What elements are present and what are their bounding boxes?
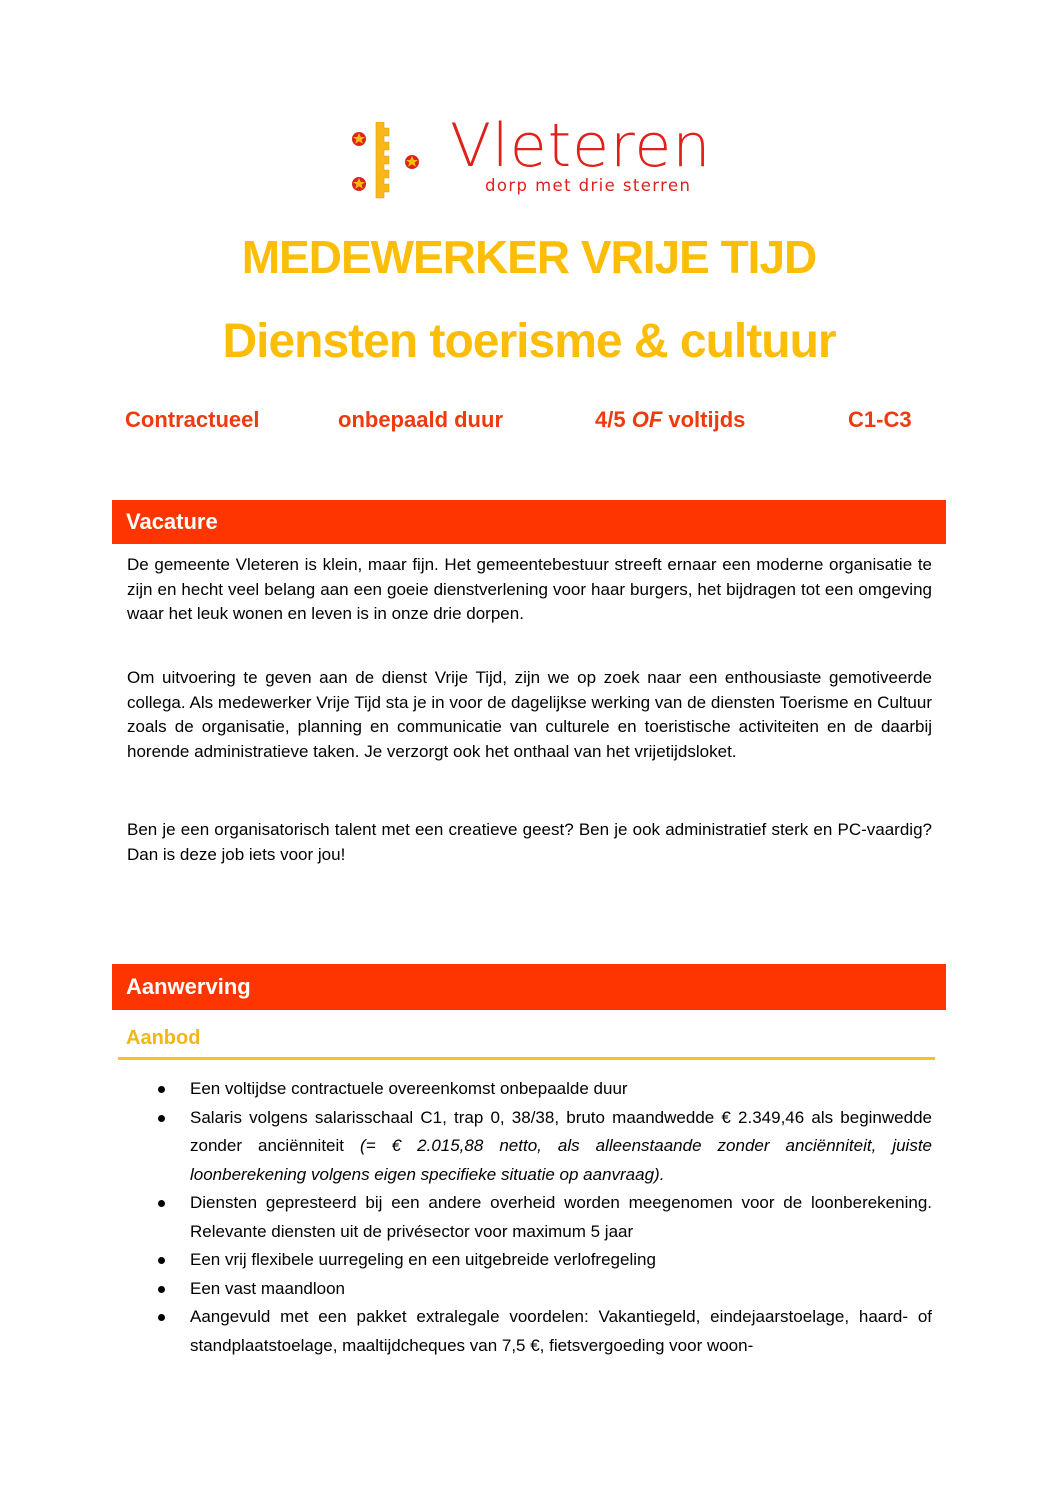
offer-list — [126, 1075, 932, 1360]
work-regime — [595, 407, 745, 433]
contract-duration: onbepaald duur — [338, 407, 503, 432]
star-icon — [352, 177, 366, 191]
list-item-text: Een voltijdse contractuele overeenkomst onbepaalde duur — [190, 1079, 628, 1098]
list-item-text: Aangevuld met een pakket extralegale voordelen: Vakantiegeld, eindejaarstoelage, haard- of standplaatstoelage, maaltijdcheques van 7,5 €, fietsvergoeding voor woon- — [190, 1307, 932, 1355]
work-regime-or: OF — [631, 407, 663, 432]
job-title: MEDEWERKER VRIJE TIJD — [241, 231, 817, 283]
list-item — [126, 1246, 932, 1275]
list-item — [126, 1189, 932, 1246]
logo-wordmark: Vleteren — [450, 111, 712, 181]
contract-type: Contractueel — [125, 407, 260, 432]
job-subtitle: Diensten toerisme & cultuur — [222, 315, 836, 368]
list-item — [126, 1303, 932, 1360]
section-heading-vacature: Vacature — [112, 500, 946, 544]
bullet-icon — [158, 1115, 165, 1122]
three-stars-logo-icon — [350, 122, 425, 202]
bullet-icon — [158, 1257, 165, 1264]
paragraph-call: Ben je een organisatorisch talent met een creatieve geest? Ben je ook administratief sterk en PC-vaardig? Dan is deze job iets voor jou! — [127, 820, 932, 864]
section-heading-aanwerving: Aanwerving — [112, 964, 946, 1010]
list-item-text: Een vrij flexibele uurregeling en een uitgebreide verlofregeling — [190, 1250, 656, 1269]
work-regime-part: 4/5 — [595, 407, 632, 432]
list-item-text: Een vast maandloon — [190, 1278, 345, 1298]
list-item — [126, 1104, 932, 1190]
bullet-icon — [158, 1286, 165, 1293]
salary-scale: C1-C3 — [848, 407, 912, 432]
paragraph-intro: De gemeente Vleteren is klein, maar fijn. Het gemeentebestuur streeft ernaar een moderne organisatie te zijn en hecht veel belang aan een goeie dienstverlening voor haar burgers, het bijdragen tot een omgeving waar het leuk wonen en leven is in onze drie dorpen. — [127, 555, 932, 624]
list-item-note: (= € 2.015,88 netto, als alleenstaande zonder anciënniteit, juiste loonberekening volgens eigen specifieke situatie op aanvraag). — [190, 1136, 933, 1184]
list-item — [126, 1275, 932, 1304]
bullet-icon — [158, 1314, 165, 1321]
star-icon — [405, 155, 419, 169]
subheading-divider — [118, 1057, 935, 1060]
work-regime-fulltime: voltijds — [662, 407, 746, 432]
paragraph-role: Om uitvoering te geven aan de dienst Vrije Tijd, zijn we op zoek naar een enthousiaste gemotiveerde collega. Als medewerker Vrije Tijd sta je in voor de dagelijkse werking van de diensten Toerisme en Cultuur zoals de organisatie, planning en communicatie van culturele en toeristische activiteiten en de daarbij horende administratieve taken. Je verzorgt ook het onthaal van het vrijetijdsloket. — [127, 668, 932, 761]
bullet-icon — [158, 1200, 165, 1207]
subheading-aanbod: Aanbod — [126, 1027, 201, 1049]
logo-tagline: dorp met drie sterren — [485, 176, 692, 195]
star-icon — [352, 132, 366, 146]
bullet-icon — [158, 1086, 165, 1093]
list-item-text: Diensten gepresteerd bij een andere overheid worden meegenomen voor de loonberekening. Relevante diensten uit de privésector voor maximum 5 jaar — [190, 1193, 932, 1241]
list-item-text: Salaris volgens salarisschaal C1, trap 0, 38/38, bruto maandwedde € 2.349,46 als beginwedde zonder anciënniteit — [190, 1107, 932, 1155]
vleteren-logo — [350, 111, 712, 202]
list-item — [126, 1075, 932, 1104]
